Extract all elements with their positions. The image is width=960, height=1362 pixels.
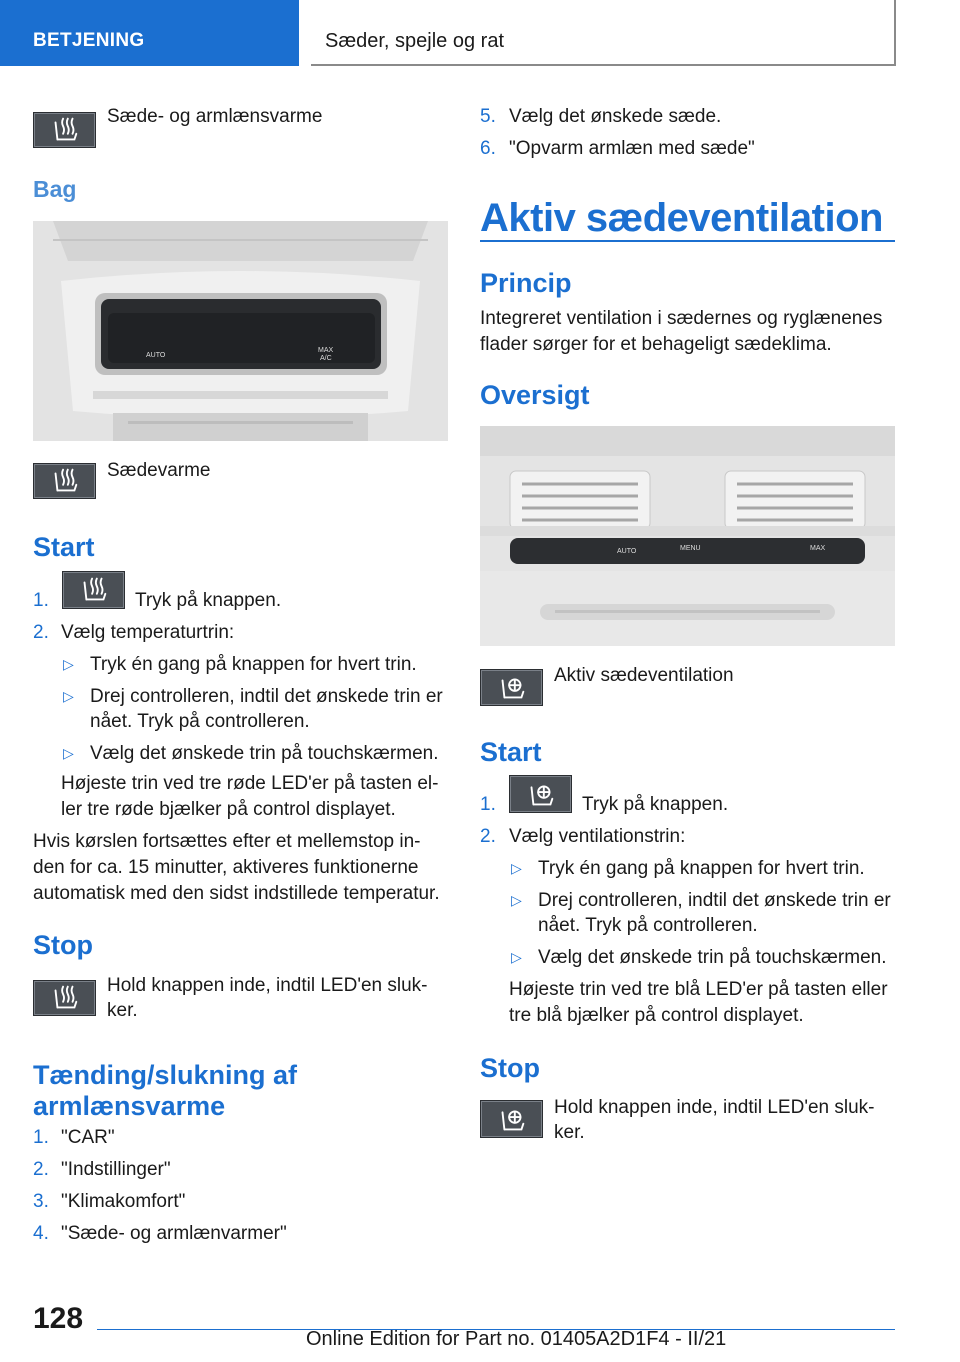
step-number: 2.	[33, 1159, 49, 1180]
bullet-text: Drej controlleren, indtil det ønskede trin er	[90, 686, 443, 707]
step-text: "Klimakomfort"	[61, 1191, 186, 1212]
step-text: Tryk på knappen.	[582, 794, 729, 815]
seat-heating-icon	[33, 112, 96, 148]
step-text: Vælg det ønskede sæde.	[509, 106, 722, 127]
bullet-text: Tryk én gang på knappen for hvert trin.	[538, 858, 865, 879]
para-text: automatisk med den sidst indstillede temperatur.	[33, 883, 440, 904]
step-number: 6.	[480, 138, 496, 159]
photo1-auto-label: AUTO	[146, 352, 166, 359]
princip-text: Integreret ventilation i sædernes og ryglænenes	[480, 308, 883, 329]
stop-text: ker.	[107, 1000, 138, 1021]
left-start-heading: Start	[33, 532, 95, 562]
step-number: 2.	[33, 622, 49, 643]
step-text: "CAR"	[61, 1127, 115, 1148]
main-heading: Aktiv sædeventilation	[480, 196, 883, 240]
seat-ventilation-icon	[509, 775, 572, 813]
triangle-bullet-icon: ▷	[511, 860, 522, 876]
photo1-ac-label: A/C	[320, 355, 332, 362]
bag-heading: Bag	[33, 176, 77, 202]
icon2-caption: Sædevarme	[107, 460, 211, 481]
heading-underline	[480, 240, 895, 242]
chapter-title: Sæder, spejle og rat	[325, 30, 504, 52]
armrest-heading-line1: Tænding/slukning af	[33, 1060, 297, 1090]
step-number: 3.	[33, 1191, 49, 1212]
stop-text: ker.	[554, 1122, 585, 1143]
seat-heating-icon	[62, 571, 125, 609]
right-start-heading: Start	[480, 737, 542, 767]
oversigt-heading: Oversigt	[480, 380, 590, 410]
step-text: Vælg ventilationstrin:	[509, 826, 686, 847]
step-number: 1.	[480, 794, 496, 815]
photo2-auto-label: AUTO	[617, 548, 637, 555]
step-number: 5.	[480, 106, 496, 127]
icon1-caption: Sæde- og armlænsvarme	[107, 106, 323, 127]
photo2-max-label: MAX	[810, 545, 826, 552]
step-text: Vælg temperaturtrin:	[61, 622, 235, 643]
bullet-text: nået. Tryk på controlleren.	[538, 915, 758, 936]
triangle-bullet-icon: ▷	[63, 656, 74, 672]
step-number: 1.	[33, 590, 49, 611]
triangle-bullet-icon: ▷	[511, 892, 522, 908]
step-text: "Indstillinger"	[61, 1159, 171, 1180]
triangle-bullet-icon: ▷	[511, 949, 522, 965]
rear-climate-panel-photo	[33, 221, 448, 441]
bullet-text: Vælg det ønskede trin på touchskærmen.	[90, 743, 439, 764]
left-stop-heading: Stop	[33, 930, 93, 960]
seat-ventilation-icon	[480, 1100, 543, 1138]
note-text: Højeste trin ved tre blå LED'er på tasten eller	[509, 979, 888, 1000]
vent-icon-caption: Aktiv sædeventilation	[554, 665, 734, 686]
bullet-text: nået. Tryk på controlleren.	[90, 711, 310, 732]
triangle-bullet-icon: ▷	[63, 745, 74, 761]
step-number: 1.	[33, 1127, 49, 1148]
armrest-heading	[33, 1060, 297, 1122]
stop-text: Hold knappen inde, indtil LED'en sluk-	[554, 1097, 875, 1118]
photo1-max-label: MAX	[318, 347, 334, 354]
seat-heating-icon	[33, 980, 96, 1016]
step-text: Tryk på knappen.	[135, 590, 282, 611]
page-number: 128	[33, 1302, 84, 1335]
note-text: tre blå bjælker på control displayet.	[509, 1005, 804, 1026]
para-text: Hvis kørslen fortsættes efter et mellemstop in-	[33, 831, 421, 852]
step-number: 4.	[33, 1223, 49, 1244]
bullet-text: Tryk én gang på knappen for hvert trin.	[90, 654, 417, 675]
photo2-menu-label: MENU	[680, 545, 701, 552]
armrest-heading-line2: armlænsvarme	[33, 1091, 226, 1121]
princip-heading: Princip	[480, 268, 572, 298]
step-text: "Opvarm armlæn med sæde"	[509, 138, 755, 159]
chapter-header	[311, 0, 896, 66]
footer-edition: Online Edition for Part no. 01405A2D1F4 - II/21	[306, 1328, 727, 1350]
princip-text: flader sørger for et behageligt sædeklima.	[480, 334, 832, 355]
seat-heating-icon	[33, 463, 96, 499]
step-text: "Sæde- og armlænvarmer"	[61, 1223, 287, 1244]
bullet-text: Vælg det ønskede trin på touchskærmen.	[538, 947, 887, 968]
para-text: den for ca. 15 minutter, aktiveres funktionerne	[33, 857, 419, 878]
front-climate-panel-photo	[480, 426, 895, 646]
triangle-bullet-icon: ▷	[63, 688, 74, 704]
step-number: 2.	[480, 826, 496, 847]
seat-ventilation-icon	[480, 669, 543, 706]
section-tab	[0, 0, 299, 66]
bullet-text: Drej controlleren, indtil det ønskede trin er	[538, 890, 891, 911]
stop-text: Hold knappen inde, indtil LED'en sluk-	[107, 975, 428, 996]
note-text: Højeste trin ved tre røde LED'er på tasten el-	[61, 773, 439, 794]
right-stop-heading: Stop	[480, 1053, 540, 1083]
note-text: ler tre røde bjælker på control displayet.	[61, 799, 396, 820]
section-title: BETJENING	[33, 30, 145, 51]
